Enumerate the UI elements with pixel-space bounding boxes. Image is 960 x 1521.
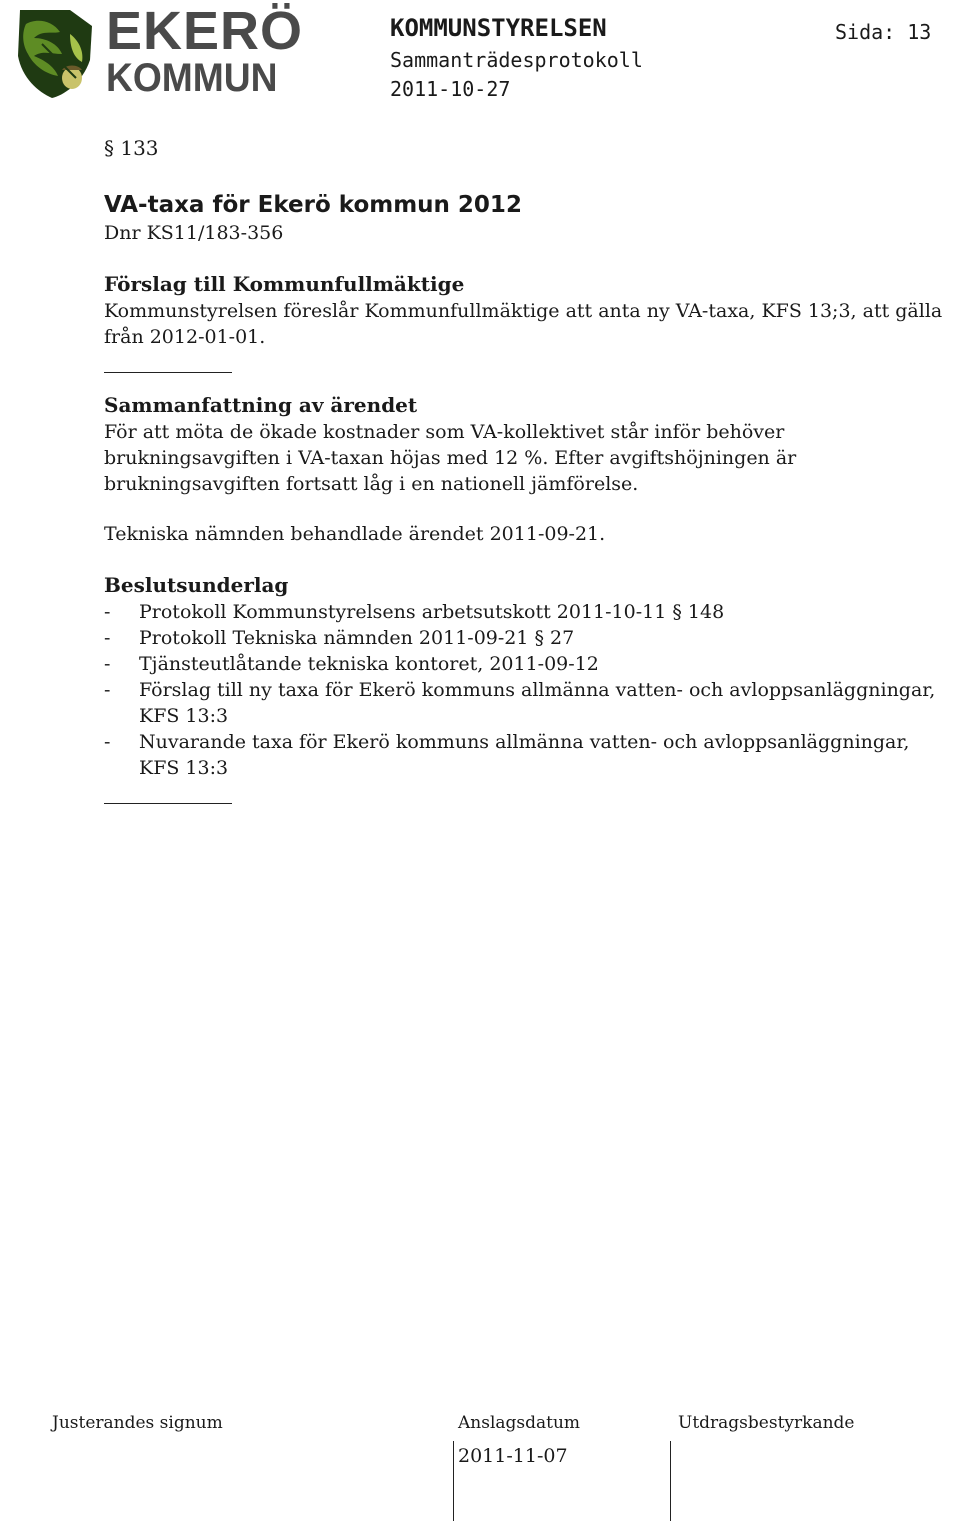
document-authority: KOMMUNSTYRELSEN: [390, 14, 607, 42]
document-body: [104, 128, 954, 822]
signature-footer: [0, 1405, 960, 1521]
list-item: - Nuvarande taxa för Ekerö kommuns allmänna vatten- och avloppsanläggningar, KFS 13:3: [104, 729, 954, 781]
basis-list: [104, 599, 954, 781]
summary-note: Tekniska nämnden behandlade ärendet 2011-09-21.: [104, 523, 606, 545]
proposal-text: Kommunstyrelsen föreslår Kommunfullmäktige att anta ny VA-taxa, KFS 13;3, att gälla från 2012-01-01.: [104, 300, 943, 348]
proposal-heading: Förslag till Kommunfullmäktige: [104, 272, 465, 296]
summary-heading: Sammanfattning av ärendet: [104, 393, 418, 417]
list-item: - Tjänsteutlåtande tekniska kontoret, 2011-09-12: [104, 651, 954, 677]
footer-divider: [670, 1441, 671, 1521]
basis-heading: Beslutsunderlag: [104, 573, 289, 597]
case-title: VA-taxa för Ekerö kommun 2012: [104, 192, 522, 218]
end-divider: [104, 803, 232, 804]
list-item: - Protokoll Kommunstyrelsens arbetsutskott 2011-10-11 § 148: [104, 599, 954, 625]
page-number: Sida: 13: [835, 20, 932, 44]
document-type: Sammanträdesprotokoll: [390, 48, 643, 72]
section-number: § 133: [104, 136, 159, 160]
logo-word-kommun: KOMMUN: [106, 56, 278, 100]
oak-leaf-icon: [12, 4, 104, 100]
certified-label: Utdragsbestyrkande: [678, 1413, 855, 1433]
list-item: - Protokoll Tekniska nämnden 2011-09-21 § 27: [104, 625, 954, 651]
footer-divider: [453, 1441, 454, 1521]
list-item: - Förslag till ny taxa för Ekerö kommuns allmänna vatten- och avloppsanläggningar, KFS 13:3: [104, 677, 954, 729]
posting-label: Anslagsdatum: [458, 1413, 581, 1433]
case-dnr: Dnr KS11/183-356: [104, 222, 284, 244]
ekero-kommun-logo: [12, 1, 304, 100]
signum-label: Justerandes signum: [52, 1413, 223, 1433]
posting-date: 2011-11-07: [458, 1445, 568, 1467]
meeting-date: 2011-10-27: [390, 77, 511, 101]
summary-text: För att möta de ökade kostnader som VA-kollektivet står inför behöver brukningsavgiften i VA-taxan höjas med 12 %. Efter avgiftshöjningen är brukningsavgiften fortsatt låg i en nationell jämförelse.: [104, 421, 797, 495]
logo-word-ekero: EKERÖ: [106, 1, 304, 61]
section-divider: [104, 372, 232, 373]
